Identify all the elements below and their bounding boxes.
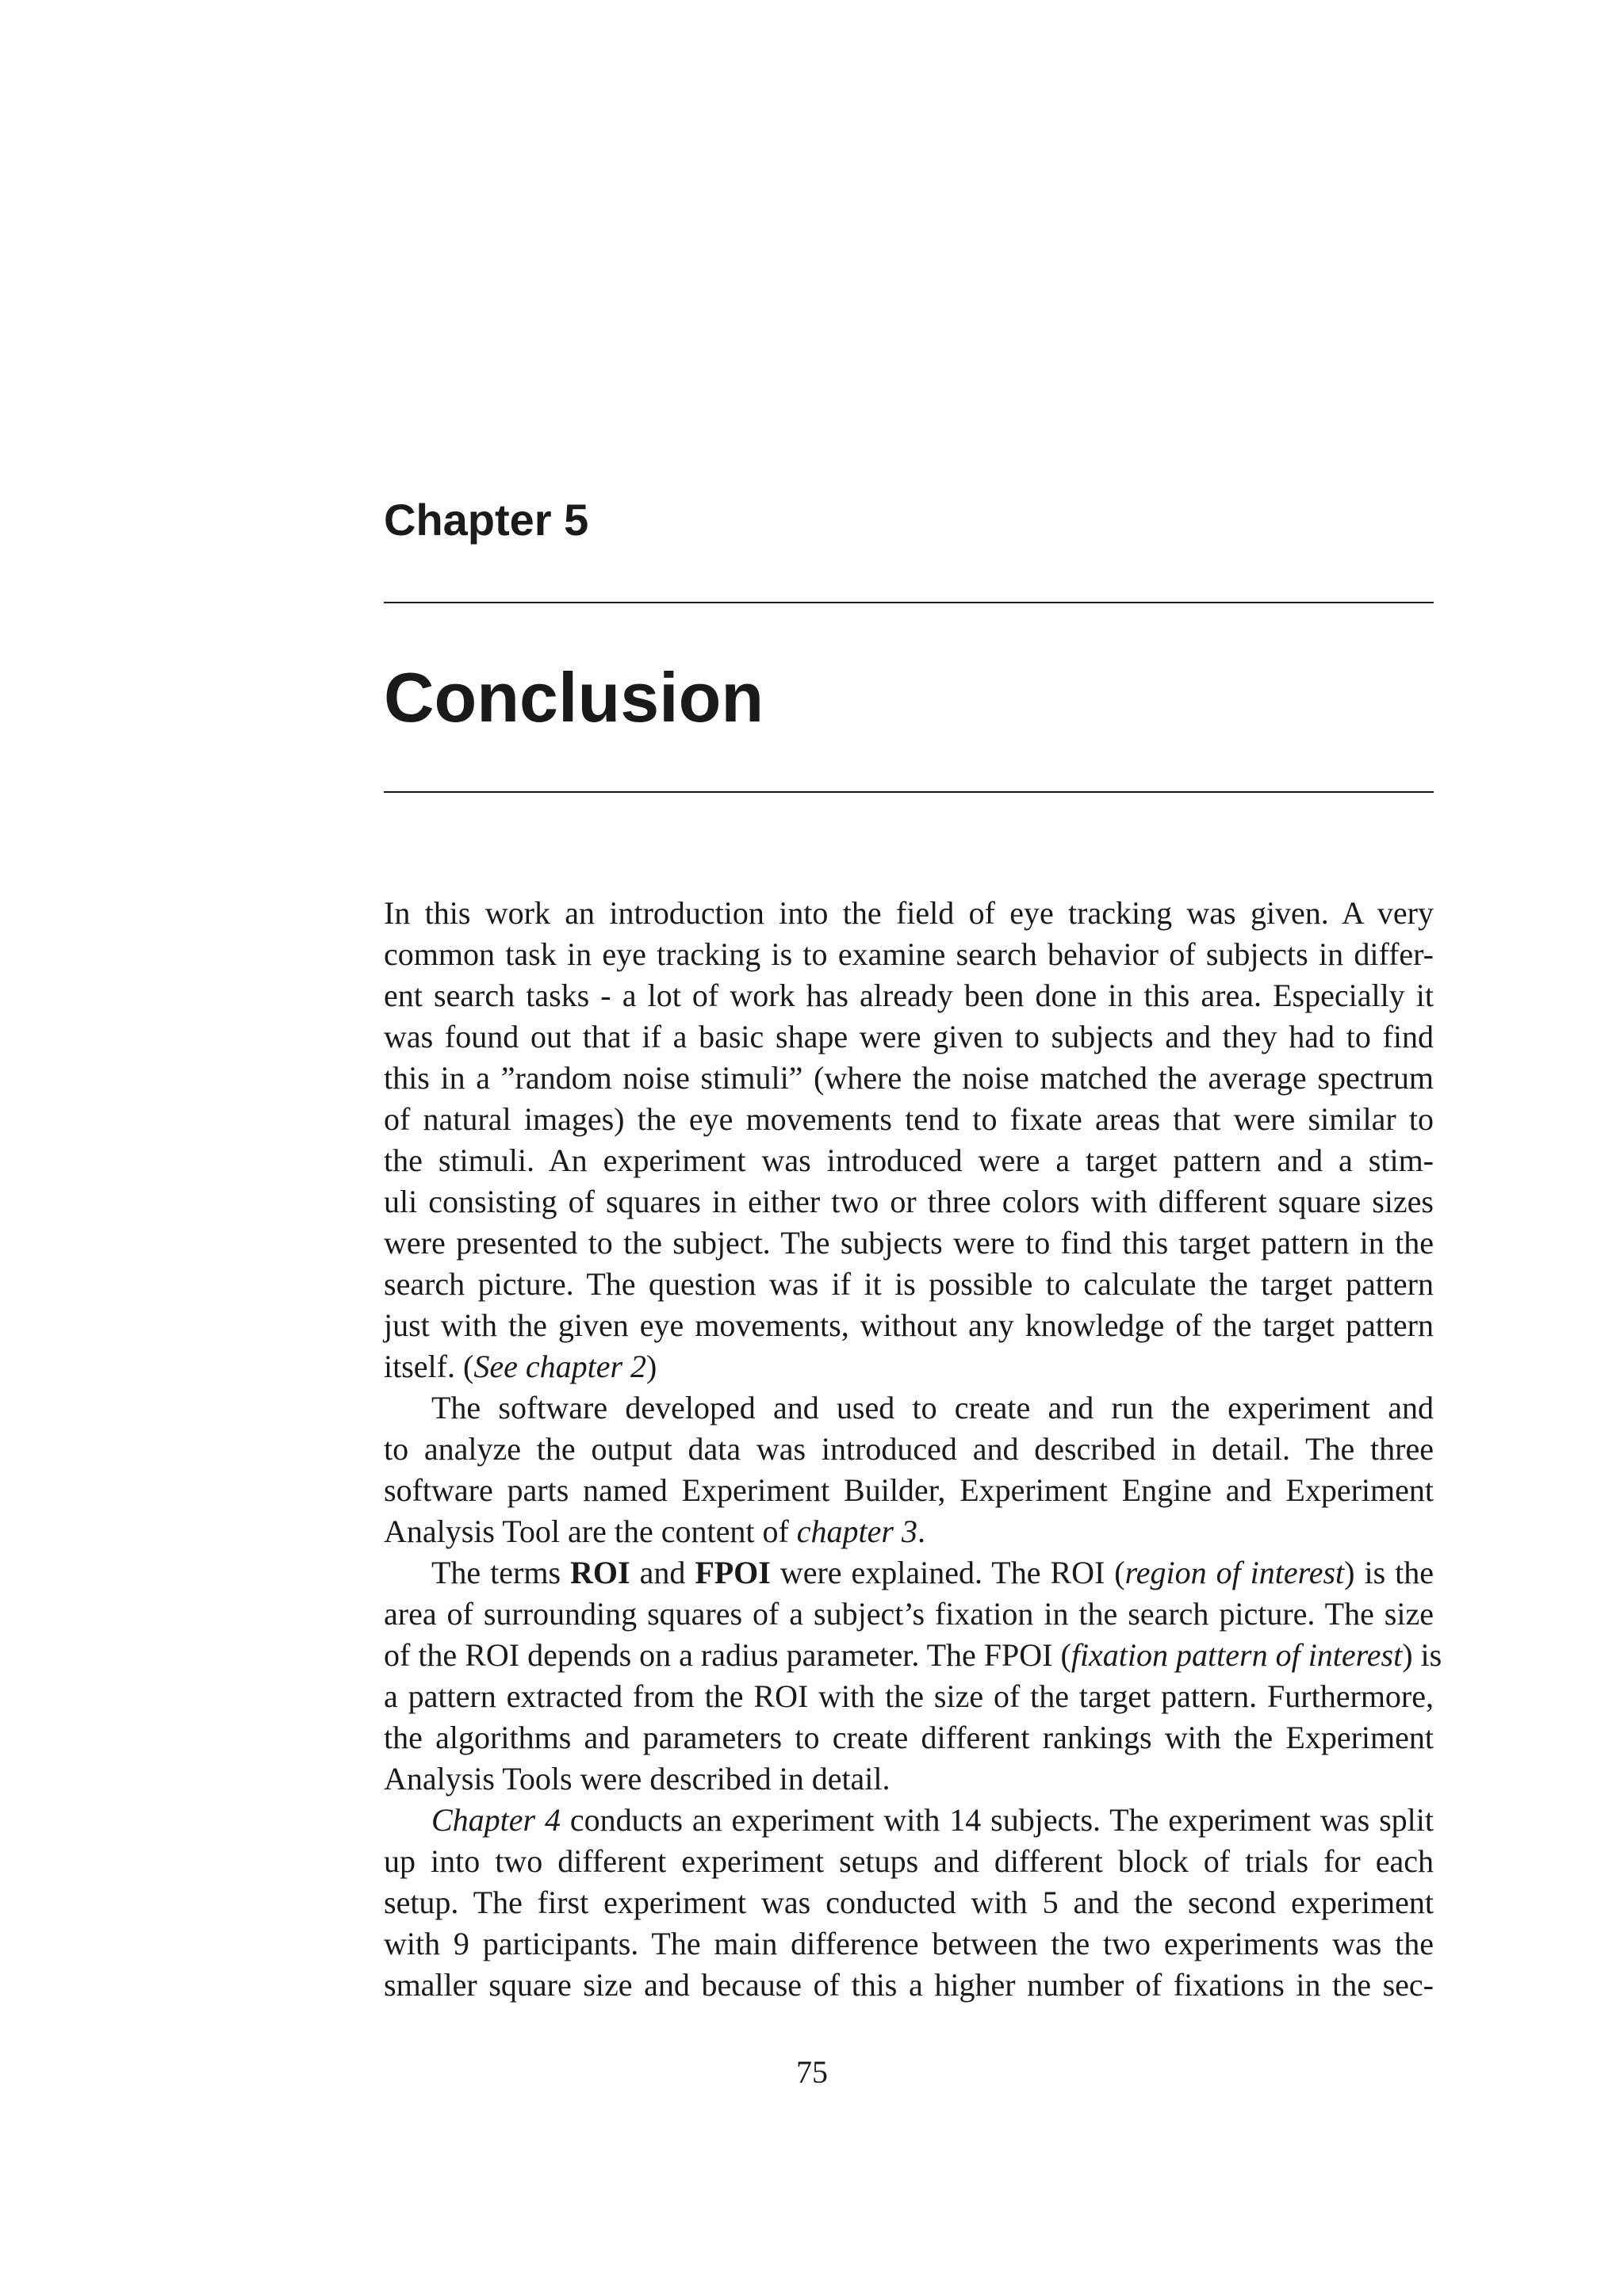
text-run: this in a ”random noise stimuli” (where the noise matched the average spectrum [384, 1060, 1434, 1096]
text-line [384, 1058, 1434, 1099]
text-line [384, 1305, 1434, 1346]
text-run: ) is the [1344, 1555, 1434, 1590]
text-run: of natural images) the eye movements tend to fixate areas that were similar to [384, 1101, 1434, 1137]
text-run: the algorithms and parameters to create different rankings with the Experiment [384, 1720, 1434, 1755]
text-run: area of surrounding squares of a subject’s fixation in the search picture. The size [384, 1596, 1434, 1632]
text-line [384, 893, 1434, 934]
text-run: The software developed and used to create and run the experiment and [431, 1390, 1434, 1425]
text-run: the stimuli. An experiment was introduced were a target pattern and a stim- [384, 1142, 1434, 1178]
text-run: common task in eye tracking is to examine search behavior of subjects in differ- [384, 936, 1434, 972]
text-line [384, 1676, 1434, 1717]
text-run: just with the given eye movements, without any knowledge of the target pattern [384, 1307, 1434, 1343]
text-run: Analysis Tools were described in detail. [384, 1761, 891, 1797]
text-run: software parts named Experiment Builder, Experiment Engine and Experiment [384, 1472, 1434, 1508]
chapter-title: Conclusion [384, 658, 764, 737]
text-line [384, 1346, 1434, 1387]
text-run: smaller square size and because of this a higher number of fixations in the sec- [384, 1967, 1434, 2003]
italic-run: Chapter 4 [431, 1802, 561, 1838]
text-line [384, 1181, 1434, 1223]
text-line [384, 1511, 1434, 1552]
text-line [384, 1717, 1434, 1758]
text-line [384, 1016, 1434, 1058]
text-line [384, 1140, 1434, 1181]
text-run: . [917, 1513, 925, 1549]
text-line [384, 1099, 1434, 1140]
paragraph [384, 1800, 1434, 2006]
text-line [384, 1635, 1442, 1676]
text-run: uli consisting of squares in either two or three colors with different square sizes [384, 1184, 1434, 1219]
text-line [384, 1594, 1434, 1635]
text-run: conducts an experiment with 14 subjects. The experiment was split [560, 1802, 1434, 1838]
text-line [384, 1882, 1434, 1923]
text-line [384, 1264, 1434, 1305]
text-run: to analyze the output data was introduced and described in detail. The three [384, 1431, 1434, 1467]
text-run: was found out that if a basic shape were given to subjects and they had to find [384, 1019, 1434, 1054]
text-run: setup. The first experiment was conducted with 5 and the second experiment [384, 1885, 1434, 1920]
paragraph [384, 1387, 1434, 1552]
text-run: Analysis Tool are the content of [384, 1513, 797, 1549]
text-run: The terms [431, 1555, 571, 1590]
text-run: a pattern extracted from the ROI with the size of the target pattern. Furthermore, [384, 1678, 1434, 1714]
text-run: In this work an introduction into the field of eye tracking was given. A very [384, 895, 1434, 931]
text-run: were explained. The ROI ( [770, 1555, 1125, 1590]
text-run: ) [646, 1349, 657, 1384]
bold-run: ROI [570, 1555, 630, 1590]
text-line [384, 1841, 1434, 1882]
text-line [384, 1223, 1434, 1264]
italic-run: region of interest [1124, 1555, 1345, 1590]
text-run: and [630, 1555, 695, 1590]
text-line [384, 1965, 1434, 2006]
italic-run: fixation pattern of interest [1071, 1637, 1403, 1673]
text-line [384, 975, 1434, 1016]
text-run: ent search tasks - a lot of work has already been done in this area. Especially it [384, 978, 1434, 1013]
italic-run: chapter 3 [796, 1513, 917, 1549]
text-run: up into two different experiment setups and different block of trials for each [384, 1843, 1434, 1879]
italic-run: See chapter 2 [473, 1349, 647, 1384]
text-line [384, 934, 1434, 975]
text-line [384, 1387, 1434, 1429]
text-line [384, 1552, 1434, 1594]
bold-run: FPOI [695, 1555, 771, 1590]
text-run: itself. ( [384, 1349, 474, 1384]
text-run: search picture. The question was if it is possible to calculate the target pattern [384, 1266, 1434, 1302]
text-run: with 9 participants. The main difference between the two experiments was the [384, 1926, 1434, 1961]
text-run: were presented to the subject. The subjects were to find this target pattern in the [384, 1225, 1434, 1261]
text-line [384, 1800, 1434, 1841]
title-rule-bottom [384, 791, 1434, 793]
text-line [384, 1923, 1434, 1965]
body-text [384, 893, 1442, 2006]
title-rule-top [384, 602, 1434, 603]
text-line [384, 1758, 1434, 1800]
paragraph [384, 893, 1434, 1387]
paragraph [384, 1552, 1442, 1800]
chapter-label: Chapter 5 [384, 495, 589, 545]
page-number: 75 [796, 2054, 828, 2090]
text-run: ) is [1402, 1637, 1442, 1673]
text-run: of the ROI depends on a radius parameter. The FPOI ( [384, 1637, 1071, 1673]
text-line [384, 1429, 1434, 1470]
text-line [384, 1470, 1434, 1511]
